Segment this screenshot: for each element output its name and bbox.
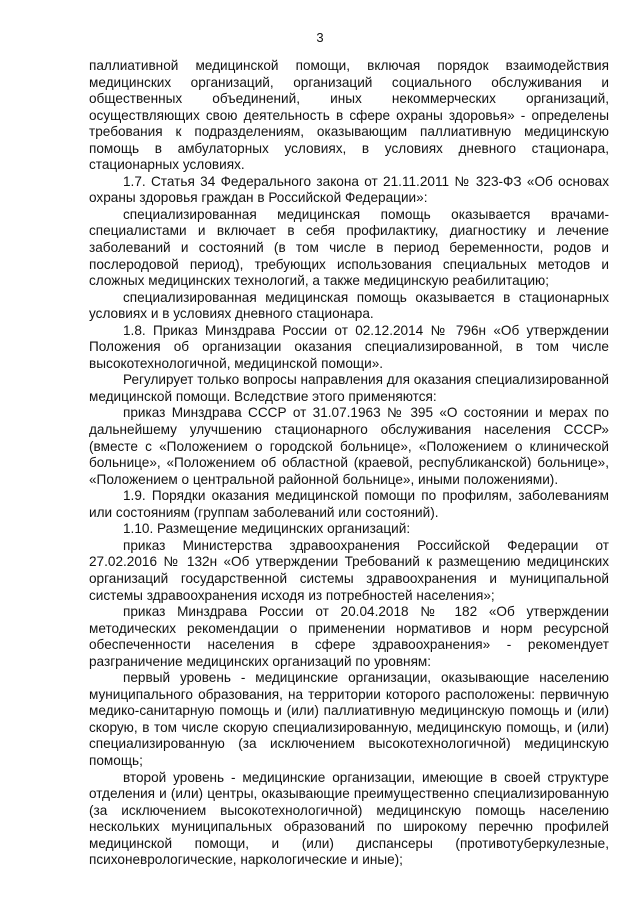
paragraph: специализированная медицинская помощь оказывается в стационарных условиях и в условиях дневного стационара. (89, 289, 609, 322)
paragraph: приказ Минздрава России от 20.04.2018 № 182 «Об утверждении методических рекомендации о применении нормативов и норм ресурсной обеспеченности населения в сфере здравоохранения» - рекомендует разграничение медицинских организаций по уровням: (89, 604, 609, 669)
paragraph: 1.9. Порядки оказания медицинской помощи по профилям, заболеваниям или состояниям (группам заболеваний или состояний). (89, 488, 609, 520)
paragraph: 1.8. Приказ Минздрава России от 02.12.2014 № 796н «Об утверждении Положения об организации оказания специализированной, в том числе высокотехнологичной, медицинской помощи». (89, 322, 609, 371)
document-body (89, 58, 609, 869)
paragraph: 1.7. Статья 34 Федерального закона от 21.11.2011 № 323-ФЗ «Об основах охраны здоровья граждан в Российской Федерации»: (89, 173, 609, 206)
paragraph: специализированная медицинская помощь оказывается врачами-специалистами и включает в себя профилактику, диагностику и лечение заболеваний и состояний (в том числе в период беременности, родов и послеродовой период), требующих использования специальных методов и сложных медицинских технологий, а также медицинскую реабилитацию; (89, 206, 609, 289)
paragraph: второй уровень - медицинские организации, имеющие в своей структуре отделения и (или) центры, оказывающие преимущественно специализированную (за исключением высокотехнологичной) медицинскую помощь населению нескольких муниципальных образований по широкому перечню профилей медицинской помощи, и (или) диспансеры (противотуберкулезные, психоневрологические, наркологические и иные); (89, 769, 609, 868)
paragraph: первый уровень - медицинские организации, оказывающие населению муниципального образования, на территории которого расположены: первичную медико-санитарную помощь и (или) паллиативную медицинскую помощь и (или) скорую, в том числе скорую специализированную, медицинскую помощь, и (или) специализированную (за исключением высокотехнологичной) медицинскую помощь; (89, 670, 609, 768)
paragraph: Регулирует только вопросы направления для оказания специализированной медицинской помощи. Вследствие этого применяются: (89, 372, 609, 404)
paragraph: приказ Минздрава СССР от 31.07.1963 № 395 «О состоянии и мерах по дальнейшему улучшению стационарного обслуживания населения СССР» (вместе с «Положением о городской больнице», «Положением о клинической больнице», «Положением об областной (краевой, республиканской) больнице», «Положением о центральной районной больнице», иными положениями). (89, 405, 609, 487)
paragraph: 1.10. Размещение медицинских организаций: (123, 521, 411, 537)
paragraph: паллиативной медицинской помощи, включая порядок взаимодействия медицинских организаций, организаций социального обслуживания и общественных объединений, иных некоммерческих организаций, осуществляющих свою деятельность в сфере охраны здоровья» - определены требования к подразделениям, оказывающим паллиативную медицинскую помощь в амбулаторных условиях, в условиях дневного стационара, стационарных условиях. (89, 58, 609, 173)
page-number: 3 (316, 30, 324, 45)
paragraph: приказ Министерства здравоохранения Российской Федерации от 27.02.2016 № 132н «Об утверждении Требований к размещению медицинских организаций государственной системы здравоохранения и муниципальной системы здравоохранения исходя из потребностей населения»; (89, 537, 609, 603)
